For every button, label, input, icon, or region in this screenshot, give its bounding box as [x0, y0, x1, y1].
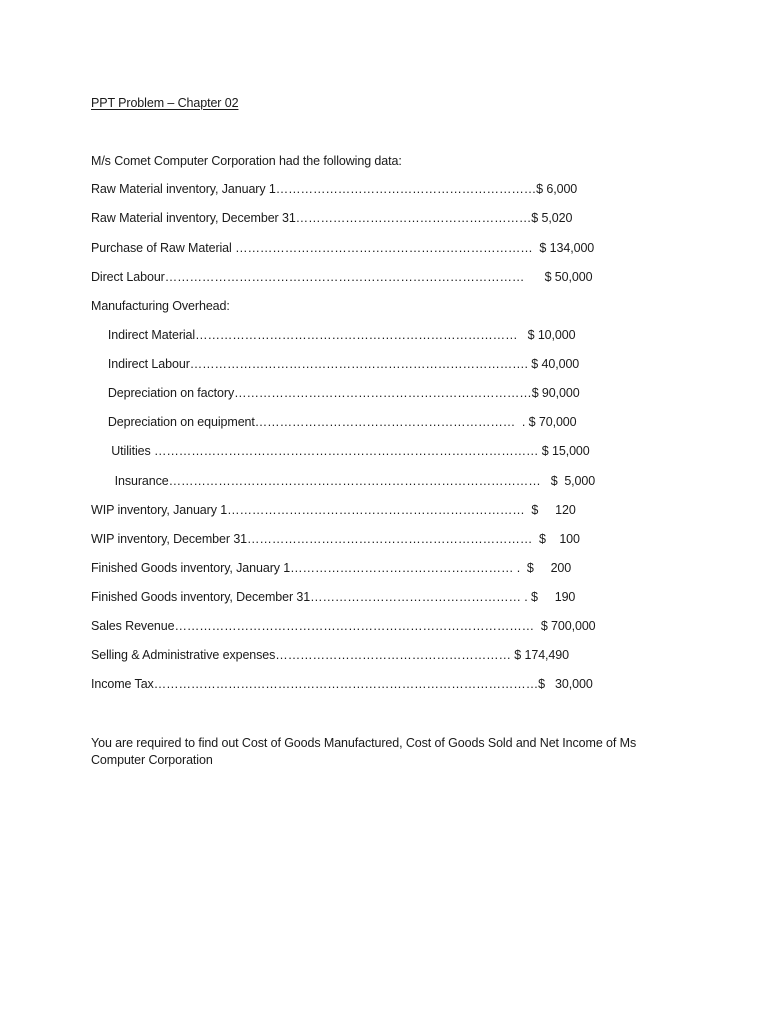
list-item: Purchase of Raw Material ……………………………………………………………… $ 134,000: [91, 241, 595, 255]
list-item: Finished Goods inventory, January 1……………………………………………… . $ 200: [91, 561, 572, 575]
list-item: WIP inventory, December 31…………………………………………………………… $ 100: [91, 532, 580, 546]
list-item: Direct Labour…………………………………………………………………………… $ 50,000: [91, 270, 593, 284]
instruction-paragraph: You are required to find out Cost of Goods Manufactured, Cost of Goods Sold and Net Income of Ms Computer Corporation: [91, 736, 637, 767]
list-item: Raw Material inventory, December 31…………………………………………………$ 5,020: [91, 211, 573, 225]
list-item: Raw Material inventory, January 1………………………………………………………$ 6,000: [91, 182, 578, 196]
list-item: Utilities ………………………………………………………………………………… $ 15,000: [91, 444, 590, 458]
document-title: PPT Problem – Chapter 02: [91, 96, 239, 110]
list-item: WIP inventory, January 1……………………………………………………………… $ 120: [91, 503, 576, 517]
intro-text: M/s Comet Computer Corporation had the following data:: [91, 154, 402, 168]
list-item: Insurance……………………………………………………………………………… $ 5,000: [91, 474, 596, 488]
section-heading: Manufacturing Overhead:: [91, 299, 230, 313]
list-item: Sales Revenue…………………………………………………………………………… $ 700,000: [91, 619, 596, 633]
list-item: Finished Goods inventory, December 31…………………………………………… . $ 190: [91, 590, 576, 604]
list-item: Depreciation on equipment……………………………………………………… . $ 70,000: [91, 415, 577, 429]
list-item: Indirect Labour………………………………………………………………………. $ 40,000: [91, 357, 580, 371]
list-item: Selling & Administrative expenses………………………………………………… $ 174,490: [91, 648, 569, 662]
list-item: Depreciation on factory………………………………………………………………$ 90,000: [91, 386, 580, 400]
list-item: Indirect Material…………………………………………………………………… $ 10,000: [91, 328, 576, 342]
list-item: Income Tax…………………………………………………………………………………$ 30,000: [91, 677, 593, 691]
